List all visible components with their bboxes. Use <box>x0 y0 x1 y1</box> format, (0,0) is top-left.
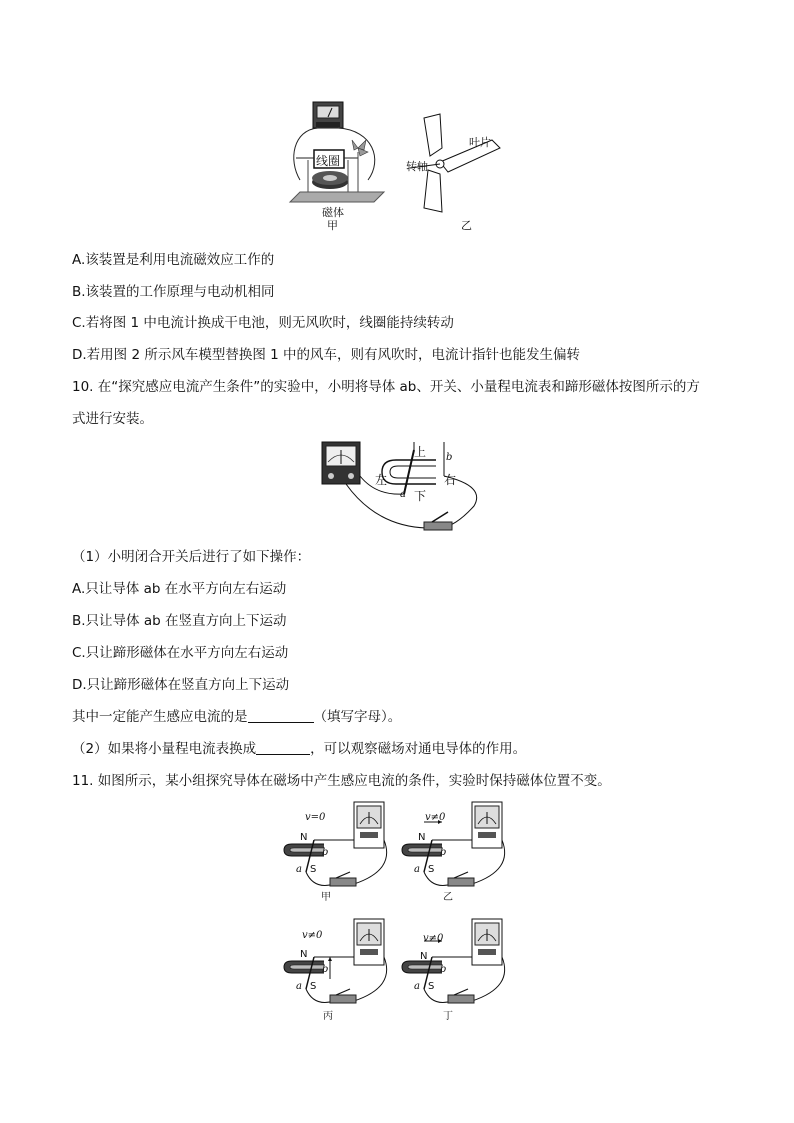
q10-answer-line <box>72 707 401 727</box>
q10-answer-blank[interactable] <box>248 708 314 723</box>
q10-option-a: A.只让导体 ab 在水平方向左右运动 <box>72 581 287 597</box>
q11-panel-drawing <box>284 800 404 890</box>
q11-b-label-yi: b <box>440 847 447 858</box>
q11-caption-jia: 甲 <box>321 892 331 903</box>
q11-caption-bing: 丙 <box>323 1011 333 1022</box>
q9-option-b: B.该装置的工作原理与电动机相同 <box>72 284 275 300</box>
q11-v-label-ding: v≠0 <box>423 933 444 944</box>
q11-caption-yi: 乙 <box>443 892 453 903</box>
q10-sub2-suffix: ，可以观察磁场对通电导体的作用。 <box>310 741 527 757</box>
q11-b-label-ding: b <box>440 964 447 975</box>
caption-jia: 甲 <box>327 219 338 232</box>
q10-label-down: 下 <box>414 489 427 503</box>
coil-label: 线圈 <box>316 154 341 168</box>
q11-s-label-bing: S <box>310 981 317 992</box>
q10-stem-line2: 式进行安装。 <box>72 411 153 427</box>
q9-option-a: A.该装置是利用电流磁效应工作的 <box>72 252 275 268</box>
q10-answer-suffix: （填写字母）。 <box>313 709 402 725</box>
q11-n-label-yi: N <box>418 832 426 843</box>
axis-label: 转轴 <box>406 160 428 173</box>
q11-v-label-yi: v≠0 <box>425 812 446 823</box>
q11-n-label-bing: N <box>300 949 308 960</box>
q11-s-label-jia: S <box>310 864 317 875</box>
q11-stem: 11. 如图所示，某小组探究导体在磁场中产生感应电流的条件，实验时保持磁体位置不变。 <box>72 773 611 789</box>
magnet-label: 磁体 <box>322 206 344 219</box>
q10-sub2-line <box>72 739 526 759</box>
q11-s-label-yi: S <box>428 864 435 875</box>
q11-caption-ding: 丁 <box>443 1011 453 1022</box>
q11-a-label-jia: a <box>296 864 302 875</box>
q11-a-label-bing: a <box>296 981 302 992</box>
q10-stem-line1: 10. 在“探究感应电流产生条件”的实验中，小明将导体 ab、开关、小量程电流表和蹄形磁体按图所示的方 <box>72 379 700 395</box>
q11-v-label-jia: v=0 <box>305 812 326 823</box>
caption-yi: 乙 <box>461 219 472 232</box>
q10-option-d: D.只让蹄形磁体在竖直方向上下运动 <box>72 677 290 693</box>
q10-option-b: B.只让导体 ab 在竖直方向上下运动 <box>72 613 287 629</box>
q9-option-c: C.若将图 1 中电流计换成干电池，则无风吹时，线圈能持续转动 <box>72 315 454 331</box>
blade-label: 叶片 <box>469 136 491 149</box>
q11-panel-drawing <box>402 800 522 890</box>
q10-label-a: a <box>400 489 406 500</box>
q10-option-c: C.只让蹄形磁体在水平方向左右运动 <box>72 645 289 661</box>
q10-answer-prefix: 其中一定能产生感应电流的是 <box>72 709 248 725</box>
q10-sub1: （1）小明闭合开关后进行了如下操作： <box>72 549 311 565</box>
q10-sub2-blank[interactable] <box>256 740 310 755</box>
q11-v-label-bing: v≠0 <box>302 930 323 941</box>
q10-sub2-prefix: （2）如果将小量程电流表换成 <box>72 741 257 757</box>
q9-option-d: D.若用图 2 所示风车模型替换图 1 中的风车，则有风吹时，电流计指针也能发生偏转 <box>72 347 581 363</box>
q10-label-up: 上 <box>414 445 427 459</box>
q11-b-label-jia: b <box>322 847 329 858</box>
q11-a-label-ding: a <box>414 981 420 992</box>
q11-a-label-yi: a <box>414 864 420 875</box>
q11-s-label-ding: S <box>428 981 435 992</box>
q11-n-label-jia: N <box>300 832 308 843</box>
q11-n-label-ding: N <box>420 951 428 962</box>
q10-figure-drawing <box>316 436 496 536</box>
q10-label-left: 左 <box>375 473 388 487</box>
q10-label-b: b <box>446 452 453 463</box>
q11-b-label-bing: b <box>322 964 329 975</box>
q10-label-right: 右 <box>444 473 457 487</box>
